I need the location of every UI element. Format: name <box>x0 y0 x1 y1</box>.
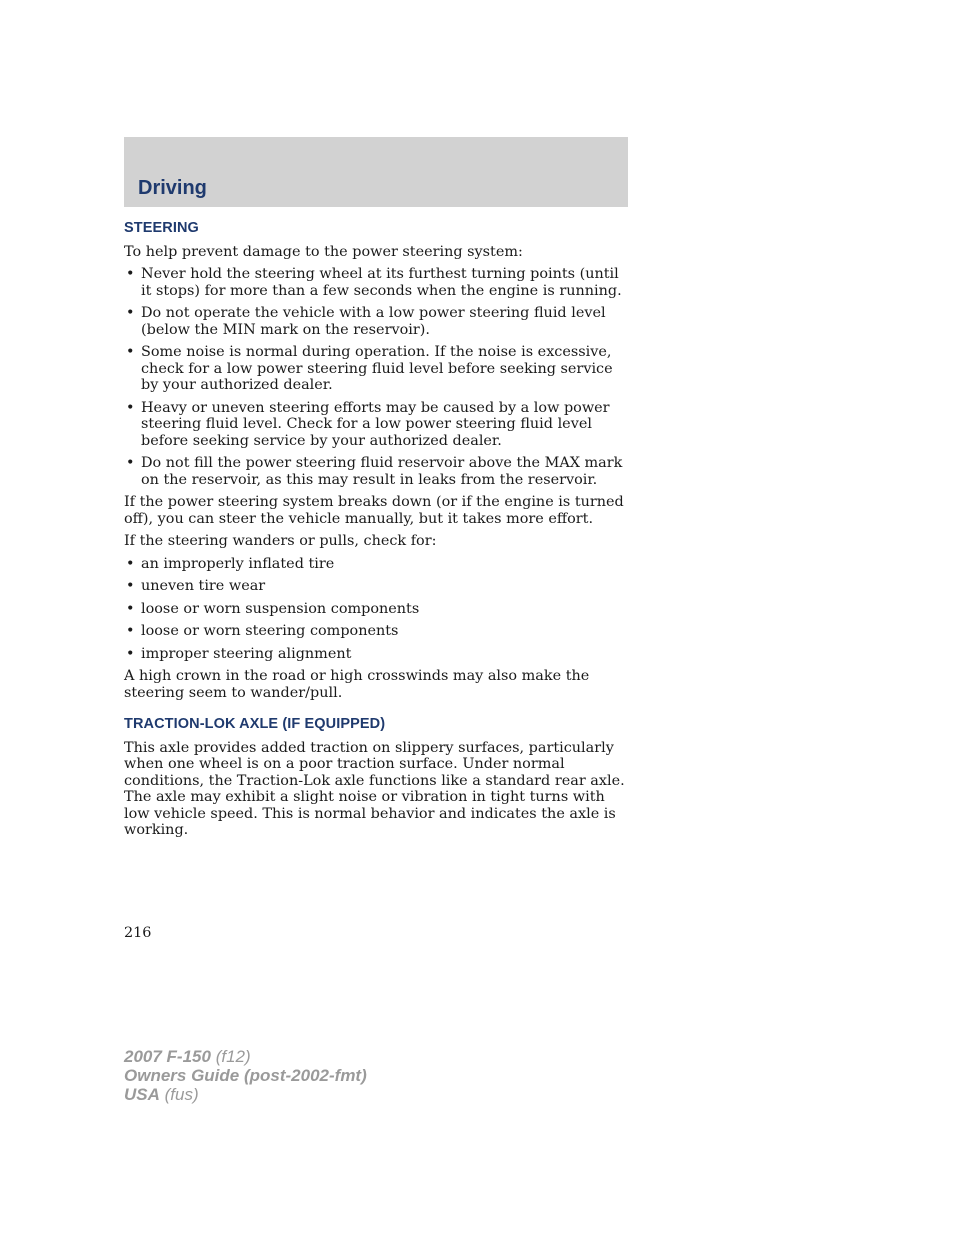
traction-lok-heading: TRACTION-LOK AXLE (IF EQUIPPED) <box>124 716 386 732</box>
footer-market: USA <box>124 1085 160 1104</box>
list-item: • an improperly inflated tire <box>124 556 628 573</box>
page-content <box>124 220 628 845</box>
steering-crown-paragraph: A high crown in the road or high crosswinds may also make the steering seem to wander/pull. <box>124 668 590 701</box>
steering-intro: To help prevent damage to the power steering system: <box>124 243 523 260</box>
list-item: • loose or worn steering components <box>124 623 628 640</box>
footer-line-guide <box>124 1066 367 1085</box>
footer-guide: Owners Guide (post-2002-fmt) <box>124 1066 367 1085</box>
steering-checks-list <box>124 556 628 663</box>
list-item: • uneven tire wear <box>124 578 628 595</box>
steering-breakdown-paragraph: If the power steering system breaks down (or if the engine is turned off), you can steer the vehicle manually, but it takes more effort. <box>124 494 624 527</box>
footer-line-market <box>124 1085 367 1104</box>
footer-market-code: (fus) <box>164 1085 199 1104</box>
list-item: • Do not fill the power steering fluid reservoir above the MAX mark on the reservoir, as this may result in leaks from the reservoir. <box>124 455 628 488</box>
steering-heading: STEERING <box>124 220 199 236</box>
traction-lok-paragraph: This axle provides added traction on slippery surfaces, particularly when one wheel is on a poor traction surface. Under normal conditions, the Traction-Lok axle functions like a standard rear axle. The axle may exhibit a slight noise or vibration in tight turns with low vehicle speed. This is normal behavior and indicates the axle is working. <box>124 739 625 838</box>
list-item: • Never hold the steering wheel at its furthest turning points (until it stops) for more than a few seconds when the engine is running. <box>124 266 628 299</box>
chapter-header-bar <box>124 137 628 207</box>
footer-model: 2007 F-150 <box>124 1047 211 1066</box>
chapter-title: Driving <box>138 177 207 199</box>
footer-line-model <box>124 1047 367 1066</box>
list-item: • Some noise is normal during operation. If the noise is excessive, check for a low power steering fluid level before seeking service by your authorized dealer. <box>124 344 628 394</box>
footer-model-code: (f12) <box>215 1047 251 1066</box>
section-spacer <box>124 707 628 716</box>
steering-precautions-list <box>124 266 628 488</box>
steering-wander-intro: If the steering wanders or pulls, check for: <box>124 533 437 549</box>
list-item: • improper steering alignment <box>124 646 628 663</box>
document-footer <box>124 1047 367 1104</box>
list-item: • Do not operate the vehicle with a low power steering fluid level (below the MIN mark on the reservoir). <box>124 305 628 338</box>
list-item: • Heavy or uneven steering efforts may be caused by a low power steering fluid level. Check for a low power steering fluid level before seeking service by your authorized dealer. <box>124 400 628 450</box>
list-item: • loose or worn suspension components <box>124 601 628 618</box>
page-number: 216 <box>124 925 152 941</box>
